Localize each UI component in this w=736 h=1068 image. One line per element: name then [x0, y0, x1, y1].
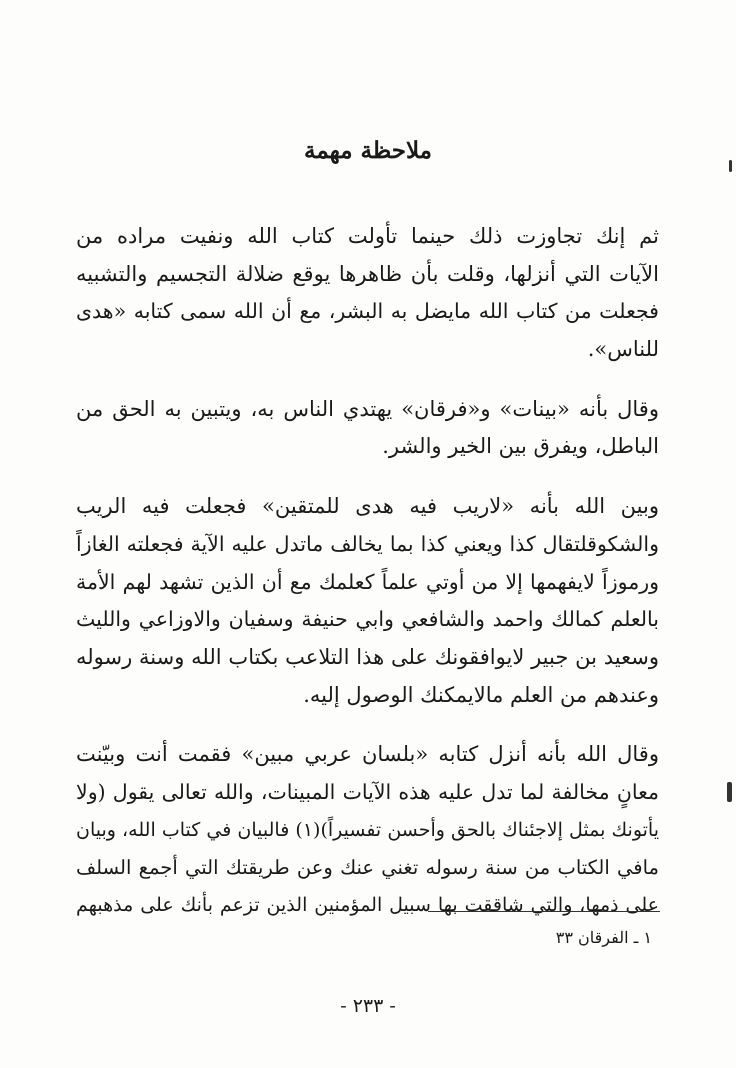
text-line: مافي الكتاب من سنة رسوله تغني عنك وعن طريقتك التي أجمع السلف	[76, 856, 659, 880]
scan-edge-mark	[729, 160, 732, 172]
paragraph-1	[76, 218, 659, 369]
paragraph-2	[76, 391, 659, 466]
text-line: وقال الله بأنه أنزل كتابه «بلسان عربي مبين» فقمت أنت وبيّنت	[76, 742, 659, 767]
scan-edge-mark	[727, 782, 732, 802]
text-line: وعندهم من العلم مالايمكنك الوصول إليه.	[303, 682, 659, 707]
text-line: الآيات التي أنزلها، وقلت بأن ظاهرها يوقع ضلالة التجسيم والتشبيه	[76, 261, 659, 286]
footnote: ١ ـ الفرقان ٣٣	[555, 928, 652, 947]
text-line: يأتونك بمثل إلاجئناك بالحق وأحسن تفسيراً)(١) فالبيان في كتاب الله، وبيان	[76, 818, 659, 841]
text-line: فجعلت من كتاب الله مايضل به البشر، مع أن الله سمى كتابه «هدى	[76, 299, 659, 324]
text-line: وبين الله بأنه «لاريب فيه هدى للمتقين» فجعلت فيه الريب	[76, 494, 659, 519]
text-line: ثم إنك تجاوزت ذلك حينما تأولت كتاب الله ونفيت مراده من	[76, 224, 659, 248]
paragraph-gap	[76, 714, 659, 736]
text-line: معانٍ مخالفة لما تدل عليه هذه الآيات المبينات، والله تعالى يقول (ولا	[76, 779, 659, 804]
text-line: والشكوقلتقال كذا ويعني كذا بما يخالف ماتدل عليه الآية فجعلته الغازاً	[76, 531, 659, 556]
paragraph-gap	[76, 466, 659, 488]
paragraph-4	[76, 736, 659, 924]
text-line: للناس».	[587, 337, 659, 362]
text-line: الباطل، ويفرق بين الخير والشر.	[382, 434, 659, 459]
text-line: بالعلم كمالك واحمد والشافعي وابي حنيفة وسفيان والاوزاعي والليث	[76, 607, 659, 632]
footnote-divider	[428, 911, 660, 912]
paragraph-3	[76, 488, 659, 714]
paragraph-gap	[76, 369, 659, 391]
page-number: - ٢٣٣ -	[340, 995, 396, 1017]
text-line: ورموزاً لايفهمها إلا من أوتي علماً كعلمك مع أن الذين تشهد لهم الأمة	[76, 569, 659, 594]
text-line: وقال بأنه «بينات» و«فرقان» يهتدي الناس به، ويتبين به الحق من	[76, 396, 659, 421]
text-line: على ذمها، والتي شاققت بها سبيل المؤمنين الذين تزعم بأنك على مذهبهم	[76, 894, 659, 916]
text-line: وسعيد بن جبير لايوافقونك على هذا التلاعب بكتاب الله وسنة رسوله	[76, 644, 659, 669]
page-body	[76, 218, 659, 925]
page-title: ملاحظة مهمة	[303, 137, 433, 164]
